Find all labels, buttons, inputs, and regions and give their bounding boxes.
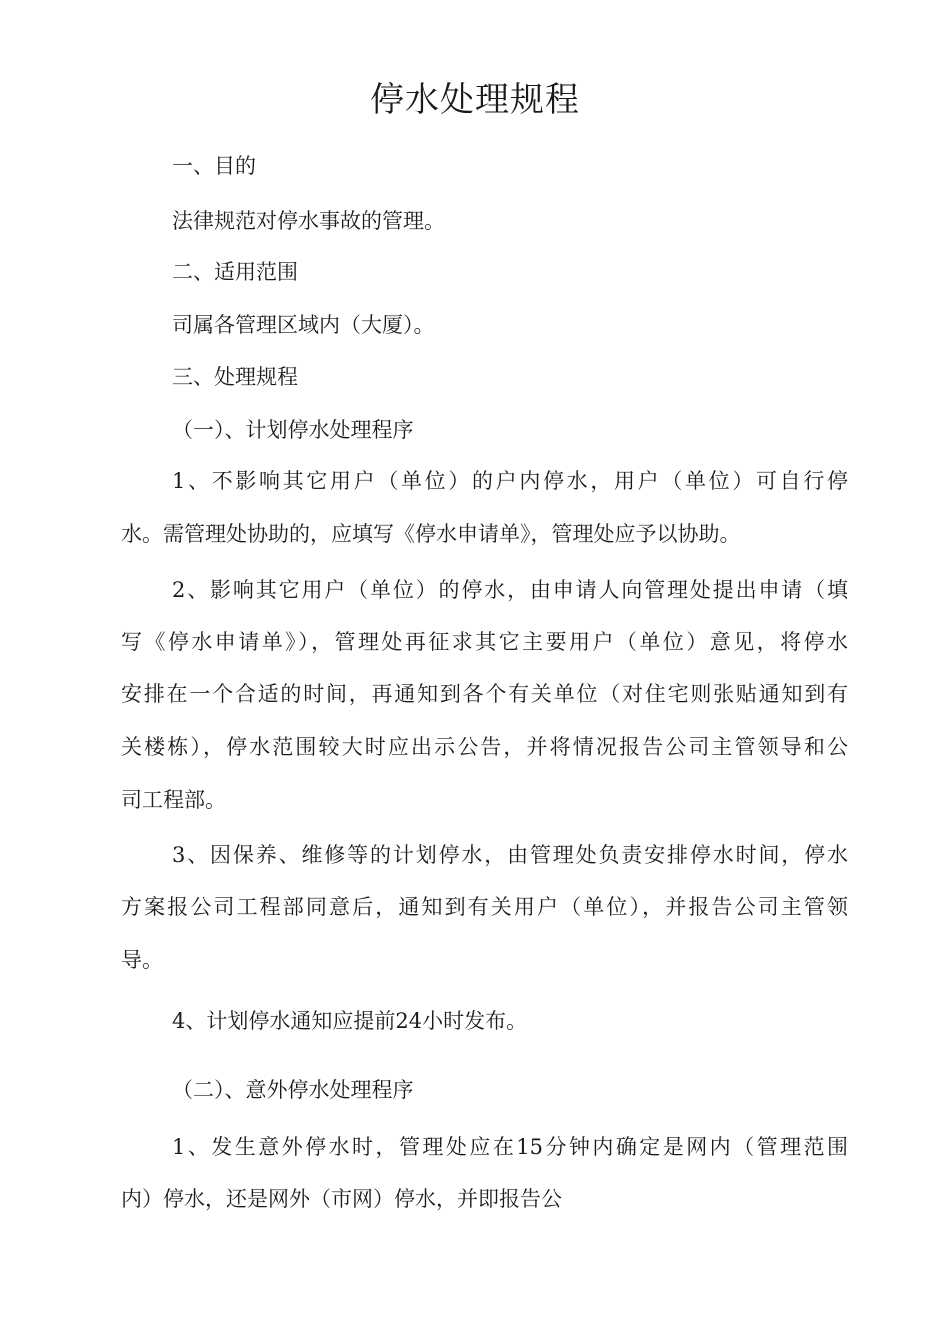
paragraph-line: 水。需管理处协助的，应填写《停水申请单》，管理处应予以协助。 (121, 522, 741, 546)
paragraph-scope: 司属各管理区域内（大厦）。 (172, 313, 435, 337)
section-heading-procedure: 三、处理规程 (172, 365, 298, 389)
paragraph-line: 司工程部。 (121, 788, 226, 812)
paragraph-line: 写《停水申请单》），管理处再征求其它主要用户（单位）意见，将停水 (121, 630, 848, 654)
paragraph-line: 关楼栋），停水范围较大时应出示公告，并将情况报告公司主管领导和公 (121, 735, 848, 759)
paragraph-line: 2、影响其它用户（单位）的停水，由申请人向管理处提出申请（填 (172, 578, 848, 602)
paragraph-line: 内）停水，还是网外（市网）停水，并即报告公 (121, 1187, 562, 1211)
paragraph-line: 1、发生意外停水时，管理处应在15分钟内确定是网内（管理范围 (172, 1135, 848, 1159)
paragraph-line: 方案报公司工程部同意后，通知到有关用户（单位），并报告公司主管领 (121, 895, 848, 919)
subsection-heading-unexpected: （二）、意外停水处理程序 (172, 1078, 414, 1102)
paragraph-line: 3、因保养、维修等的计划停水，由管理处负责安排停水时间，停水 (172, 843, 848, 867)
document-title: 停水处理规程 (370, 80, 580, 120)
section-heading-purpose: 一、目的 (172, 154, 256, 178)
section-heading-scope: 二、适用范围 (172, 260, 298, 284)
subsection-heading-planned: （一）、计划停水处理程序 (172, 418, 414, 442)
paragraph-line: 4、计划停水通知应提前24小时发布。 (172, 1009, 528, 1033)
paragraph-purpose: 法律规范对停水事故的管理。 (172, 209, 445, 233)
paragraph-line: 1、不影响其它用户（单位）的户内停水，用户（单位）可自行停 (172, 469, 848, 493)
paragraph-line: 导。 (121, 948, 163, 972)
paragraph-line: 安排在一个合适的时间，再通知到各个有关单位（对住宅则张贴通知到有 (121, 682, 848, 706)
